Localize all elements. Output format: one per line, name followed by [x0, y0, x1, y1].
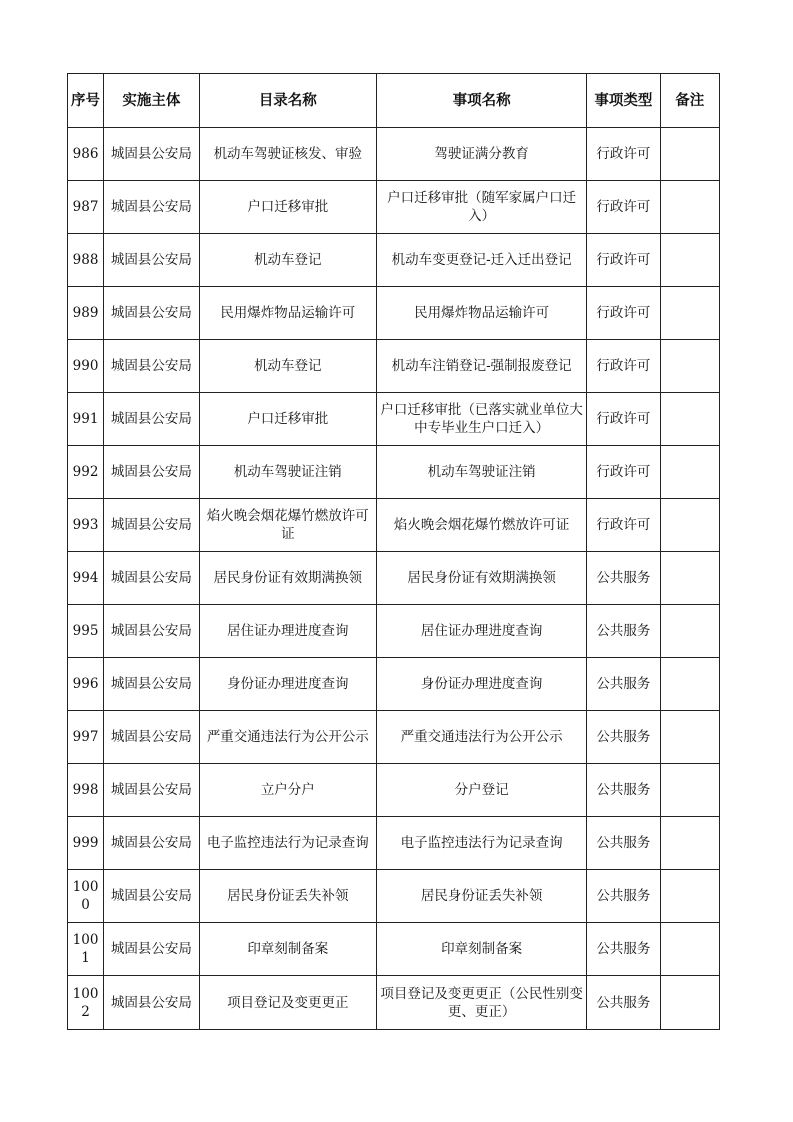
cell-remark [660, 870, 720, 923]
cell-remark [660, 552, 720, 605]
cell-remark [660, 658, 720, 711]
cell-catalog: 电子监控违法行为记录查询 [199, 817, 376, 870]
table-row [68, 605, 720, 658]
cell-item: 分户登记 [376, 764, 586, 817]
cell-type: 公共服务 [587, 923, 660, 976]
cell-type: 行政许可 [587, 234, 660, 287]
table-row [68, 764, 720, 817]
cell-org: 城固县公安局 [104, 711, 200, 764]
cell-remark [660, 764, 720, 817]
cell-item: 机动车变更登记-迁入迁出登记 [376, 234, 586, 287]
cell-type: 公共服务 [587, 711, 660, 764]
table-row [68, 711, 720, 764]
cell-remark [660, 817, 720, 870]
table-row [68, 552, 720, 605]
cell-catalog: 居民身份证丢失补领 [199, 870, 376, 923]
cell-item: 印章刻制备案 [376, 923, 586, 976]
cell-type: 公共服务 [587, 658, 660, 711]
cell-no: 988 [68, 234, 104, 287]
cell-no: 995 [68, 605, 104, 658]
cell-org: 城固县公安局 [104, 287, 200, 340]
cell-catalog: 严重交通违法行为公开公示 [199, 711, 376, 764]
cell-remark [660, 446, 720, 499]
table-row [68, 287, 720, 340]
table-row [68, 817, 720, 870]
cell-remark [660, 393, 720, 446]
table-row [68, 976, 720, 1030]
table-header-row [68, 74, 720, 128]
items-table [67, 73, 720, 1030]
cell-no: 991 [68, 393, 104, 446]
cell-org: 城固县公安局 [104, 446, 200, 499]
cell-org: 城固县公安局 [104, 340, 200, 393]
cell-remark [660, 976, 720, 1030]
cell-no: 996 [68, 658, 104, 711]
cell-type: 行政许可 [587, 287, 660, 340]
table-row [68, 870, 720, 923]
cell-remark [660, 923, 720, 976]
cell-item: 焰火晚会烟花爆竹燃放许可证 [376, 499, 586, 552]
table-row [68, 446, 720, 499]
cell-remark [660, 340, 720, 393]
cell-type: 公共服务 [587, 870, 660, 923]
table-row [68, 923, 720, 976]
cell-org: 城固县公安局 [104, 499, 200, 552]
cell-no: 1002 [68, 976, 104, 1030]
cell-item: 居民身份证有效期满换领 [376, 552, 586, 605]
cell-item: 机动车驾驶证注销 [376, 446, 586, 499]
cell-item: 民用爆炸物品运输许可 [376, 287, 586, 340]
cell-type: 公共服务 [587, 764, 660, 817]
cell-item: 户口迁移审批（已落实就业单位大中专毕业生户口迁入） [376, 393, 586, 446]
cell-type: 行政许可 [587, 499, 660, 552]
cell-catalog: 机动车驾驶证注销 [199, 446, 376, 499]
cell-no: 992 [68, 446, 104, 499]
table-row [68, 128, 720, 181]
cell-item: 居民身份证丢失补领 [376, 870, 586, 923]
header-remark: 备注 [660, 74, 720, 128]
cell-catalog: 机动车登记 [199, 340, 376, 393]
header-item: 事项名称 [376, 74, 586, 128]
cell-item: 项目登记及变更更正（公民性别变更、更正） [376, 976, 586, 1030]
cell-org: 城固县公安局 [104, 393, 200, 446]
cell-org: 城固县公安局 [104, 764, 200, 817]
cell-catalog: 立户分户 [199, 764, 376, 817]
cell-catalog: 项目登记及变更更正 [199, 976, 376, 1030]
header-type: 事项类型 [587, 74, 660, 128]
header-org: 实施主体 [104, 74, 200, 128]
cell-org: 城固县公安局 [104, 870, 200, 923]
cell-item: 户口迁移审批（随军家属户口迁入） [376, 181, 586, 234]
table-row [68, 234, 720, 287]
cell-item: 电子监控违法行为记录查询 [376, 817, 586, 870]
cell-org: 城固县公安局 [104, 923, 200, 976]
cell-type: 行政许可 [587, 181, 660, 234]
cell-no: 986 [68, 128, 104, 181]
cell-remark [660, 711, 720, 764]
cell-item: 驾驶证满分教育 [376, 128, 586, 181]
cell-no: 997 [68, 711, 104, 764]
cell-catalog: 民用爆炸物品运输许可 [199, 287, 376, 340]
cell-no: 1000 [68, 870, 104, 923]
cell-type: 公共服务 [587, 605, 660, 658]
table-row [68, 181, 720, 234]
cell-no: 1001 [68, 923, 104, 976]
cell-catalog: 户口迁移审批 [199, 181, 376, 234]
header-no: 序号 [68, 74, 104, 128]
table-row [68, 393, 720, 446]
cell-no: 990 [68, 340, 104, 393]
cell-catalog: 居住证办理进度查询 [199, 605, 376, 658]
cell-org: 城固县公安局 [104, 605, 200, 658]
cell-type: 公共服务 [587, 552, 660, 605]
cell-catalog: 机动车登记 [199, 234, 376, 287]
cell-catalog: 焰火晚会烟花爆竹燃放许可证 [199, 499, 376, 552]
cell-no: 993 [68, 499, 104, 552]
cell-item: 机动车注销登记-强制报废登记 [376, 340, 586, 393]
cell-type: 行政许可 [587, 340, 660, 393]
table-row [68, 499, 720, 552]
cell-org: 城固县公安局 [104, 128, 200, 181]
cell-remark [660, 234, 720, 287]
cell-no: 987 [68, 181, 104, 234]
cell-type: 行政许可 [587, 446, 660, 499]
cell-catalog: 户口迁移审批 [199, 393, 376, 446]
table-row [68, 658, 720, 711]
cell-org: 城固县公安局 [104, 976, 200, 1030]
cell-item: 居住证办理进度查询 [376, 605, 586, 658]
cell-item: 身份证办理进度查询 [376, 658, 586, 711]
table-row [68, 340, 720, 393]
cell-type: 行政许可 [587, 393, 660, 446]
cell-org: 城固县公安局 [104, 181, 200, 234]
cell-org: 城固县公安局 [104, 552, 200, 605]
cell-no: 999 [68, 817, 104, 870]
cell-remark [660, 181, 720, 234]
cell-type: 公共服务 [587, 817, 660, 870]
cell-org: 城固县公安局 [104, 658, 200, 711]
cell-remark [660, 499, 720, 552]
cell-org: 城固县公安局 [104, 817, 200, 870]
cell-item: 严重交通违法行为公开公示 [376, 711, 586, 764]
cell-remark [660, 605, 720, 658]
cell-no: 998 [68, 764, 104, 817]
cell-remark [660, 128, 720, 181]
cell-catalog: 机动车驾驶证核发、审验 [199, 128, 376, 181]
cell-catalog: 印章刻制备案 [199, 923, 376, 976]
header-catalog: 目录名称 [199, 74, 376, 128]
cell-org: 城固县公安局 [104, 234, 200, 287]
cell-remark [660, 287, 720, 340]
cell-catalog: 身份证办理进度查询 [199, 658, 376, 711]
cell-type: 行政许可 [587, 128, 660, 181]
cell-no: 994 [68, 552, 104, 605]
cell-no: 989 [68, 287, 104, 340]
cell-catalog: 居民身份证有效期满换领 [199, 552, 376, 605]
cell-type: 公共服务 [587, 976, 660, 1030]
